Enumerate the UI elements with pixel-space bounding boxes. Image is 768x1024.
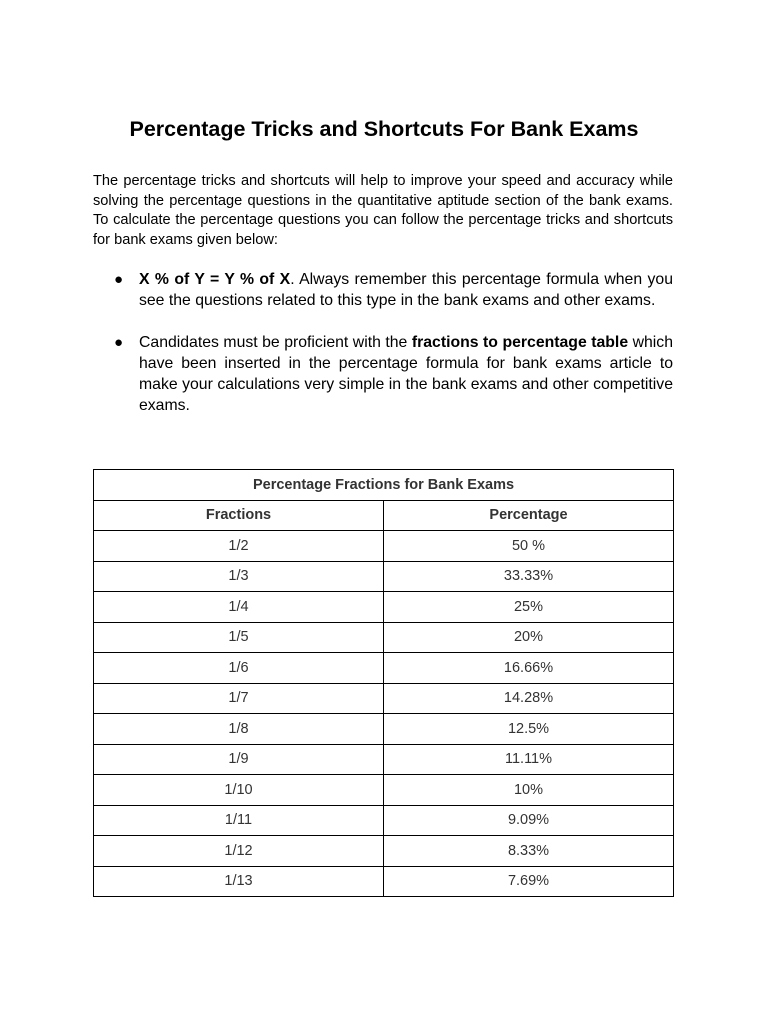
tip-text: . Always remember this percentage formula when you see the questions related to this type in the bank exams and other exams. xyxy=(139,271,673,309)
percentage-cell: 7.69% xyxy=(384,866,674,897)
tip-text-before: Candidates must be proficient with the xyxy=(139,334,412,351)
fraction-cell: 1/3 xyxy=(94,561,384,592)
table-row xyxy=(94,866,674,897)
table-row xyxy=(94,531,674,562)
bullet-icon: ● xyxy=(114,271,124,288)
percentage-cell: 20% xyxy=(384,622,674,653)
tip-text-after: which have been inserted in the percentage formula for bank exams article to make your calculations very simple in the bank exams and other competitive exams. xyxy=(139,334,673,414)
tips-list xyxy=(93,269,673,416)
fraction-cell: 1/8 xyxy=(94,714,384,745)
table-body xyxy=(94,531,674,897)
percentage-cell: 9.09% xyxy=(384,805,674,836)
formula-bold: X % of Y = Y % of X xyxy=(139,271,291,288)
table-row xyxy=(94,592,674,623)
intro-paragraph: The percentage tricks and shortcuts will help to improve your speed and accuracy while solving the percentage questions in the quantitative aptitude section of the bank exams. To calculate the percentage questions you can follow the percentage tricks and shortcuts for bank exams given below: xyxy=(93,173,673,248)
percentage-cell: 25% xyxy=(384,592,674,623)
percentage-cell: 16.66% xyxy=(384,653,674,684)
table-row xyxy=(94,836,674,867)
table-caption: Percentage Fractions for Bank Exams xyxy=(94,470,674,501)
table-row xyxy=(94,653,674,684)
fraction-cell: 1/6 xyxy=(94,653,384,684)
table-caption-row xyxy=(94,470,674,501)
percentage-cell: 11.11% xyxy=(384,744,674,775)
fraction-cell: 1/10 xyxy=(94,775,384,806)
table-row xyxy=(94,805,674,836)
table-row xyxy=(94,683,674,714)
tip-item-fractions xyxy=(93,332,673,416)
tip-item-formula xyxy=(93,269,673,311)
fraction-cell: 1/2 xyxy=(94,531,384,562)
percentage-cell: 14.28% xyxy=(384,683,674,714)
table-header-row xyxy=(94,500,674,531)
fraction-cell: 1/5 xyxy=(94,622,384,653)
percentage-cell: 10% xyxy=(384,775,674,806)
bullet-icon: ● xyxy=(114,334,124,351)
fraction-cell: 1/11 xyxy=(94,805,384,836)
percentage-cell: 8.33% xyxy=(384,836,674,867)
fraction-cell: 1/13 xyxy=(94,866,384,897)
fraction-cell: 1/4 xyxy=(94,592,384,623)
percentage-fractions-table xyxy=(93,469,674,897)
table-row xyxy=(94,714,674,745)
fraction-cell: 1/9 xyxy=(94,744,384,775)
column-header-percentage: Percentage xyxy=(384,500,674,531)
table-row xyxy=(94,775,674,806)
percentage-cell: 50 % xyxy=(384,531,674,562)
table-row xyxy=(94,744,674,775)
table-row xyxy=(94,622,674,653)
column-header-fractions: Fractions xyxy=(94,500,384,531)
document-title: Percentage Tricks and Shortcuts For Bank Exams xyxy=(129,117,639,141)
fraction-cell: 1/7 xyxy=(94,683,384,714)
table-row xyxy=(94,561,674,592)
percentage-cell: 12.5% xyxy=(384,714,674,745)
fraction-cell: 1/12 xyxy=(94,836,384,867)
percentage-cell: 33.33% xyxy=(384,561,674,592)
tip-bold-phrase: fractions to percentage table xyxy=(411,334,629,351)
